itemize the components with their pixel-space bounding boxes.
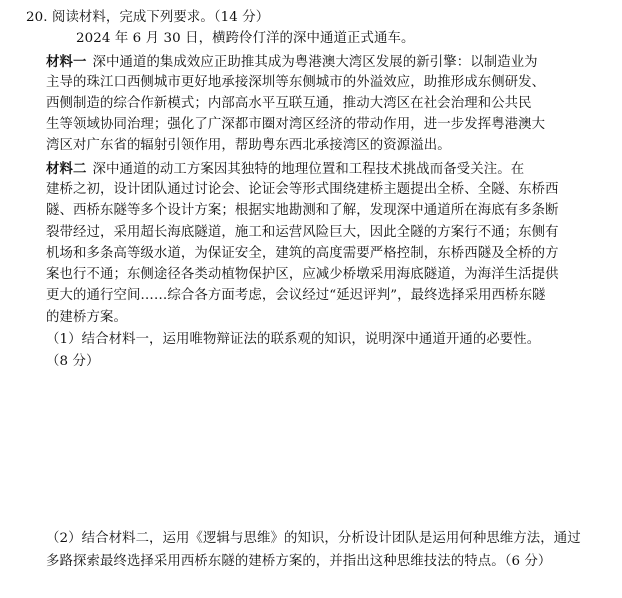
material1-line: 西侧制造的综合作新模式；内部高水平互联互通，推动大湾区在社会治理和公共民 bbox=[46, 96, 532, 111]
question-intro: 2024 年 6 月 30 日，横跨伶仃洋的深中通道正式通车。 bbox=[76, 31, 415, 46]
material2-line: 建桥之初，设计团队通过讨论会、论证会等形式围绕建桥主题提出全桥、全隧、东桥西 bbox=[46, 182, 559, 197]
material2-line bbox=[46, 160, 594, 179]
material1-line: 主导的珠江口西侧城市更好地承接深圳等东侧城市的外溢效应，助推形成东侧研发、 bbox=[46, 75, 546, 90]
material2-line: 裂带经过，采用超长海底隧道，施工和运营风险巨大，因此全隧的方案行不通；东侧有 bbox=[46, 225, 559, 240]
material1-line bbox=[46, 53, 594, 72]
material2-line: 隧、西桥东隧等多个设计方案；根据实地勘测和了解，发现深中通道所在海底有多条断 bbox=[46, 203, 559, 218]
material1-line: 生等领域协同治理；强化了广深都市圈对湾区经济的带动作用，进一步发挥粤港澳大 bbox=[46, 117, 546, 132]
material1-text: 深中通道的集成效应正助推其成为粤港澳大湾区发展的新引擎：以制造业为 bbox=[92, 55, 538, 70]
material2-line: 案也行不通；东侧途径各类动植物保护区，应减少桥墩采用海底隧道，为海洋生活提供 bbox=[46, 267, 559, 282]
material1-label: 材料一 bbox=[46, 54, 87, 70]
subquestion-1-line: （1）结合材料一，运用唯物辩证法的联系观的知识，说明深中通道开通的必要性。 bbox=[46, 332, 541, 347]
subquestion-2-line: （2）结合材料二，运用《逻辑与思维》的知识，分析设计团队是运用何种思维方法，通过 bbox=[46, 531, 581, 546]
material2-label: 材料二 bbox=[46, 161, 87, 177]
material1-line: 湾区对广东省的辐射引领作用，帮助粤东西北承接湾区的资源溢出。 bbox=[46, 138, 451, 153]
material2-text: 深中通道的动工方案因其独特的地理位置和工程技术挑战而备受关注。在 bbox=[92, 162, 525, 177]
material2-line: 机场和多条高等级水道，为保证安全，建筑的高度需要严格控制，东桥西隧及全桥的方 bbox=[46, 246, 559, 261]
material2-line: 的建桥方案。 bbox=[46, 310, 127, 325]
subquestion-1-line: （8 分） bbox=[46, 354, 100, 369]
material2-line: 更大的通行空间……综合各方面考虑，会议经过“延迟评判”，最终选择采用西桥东隧 bbox=[46, 288, 546, 303]
subquestion-2-line: 多路探索最终选择采用西桥东隧的建桥方案的，并指出这种思维技法的特点。（6 分） bbox=[46, 554, 552, 569]
question-header: 20. 阅读材料，完成下列要求。（14 分） bbox=[26, 10, 270, 25]
